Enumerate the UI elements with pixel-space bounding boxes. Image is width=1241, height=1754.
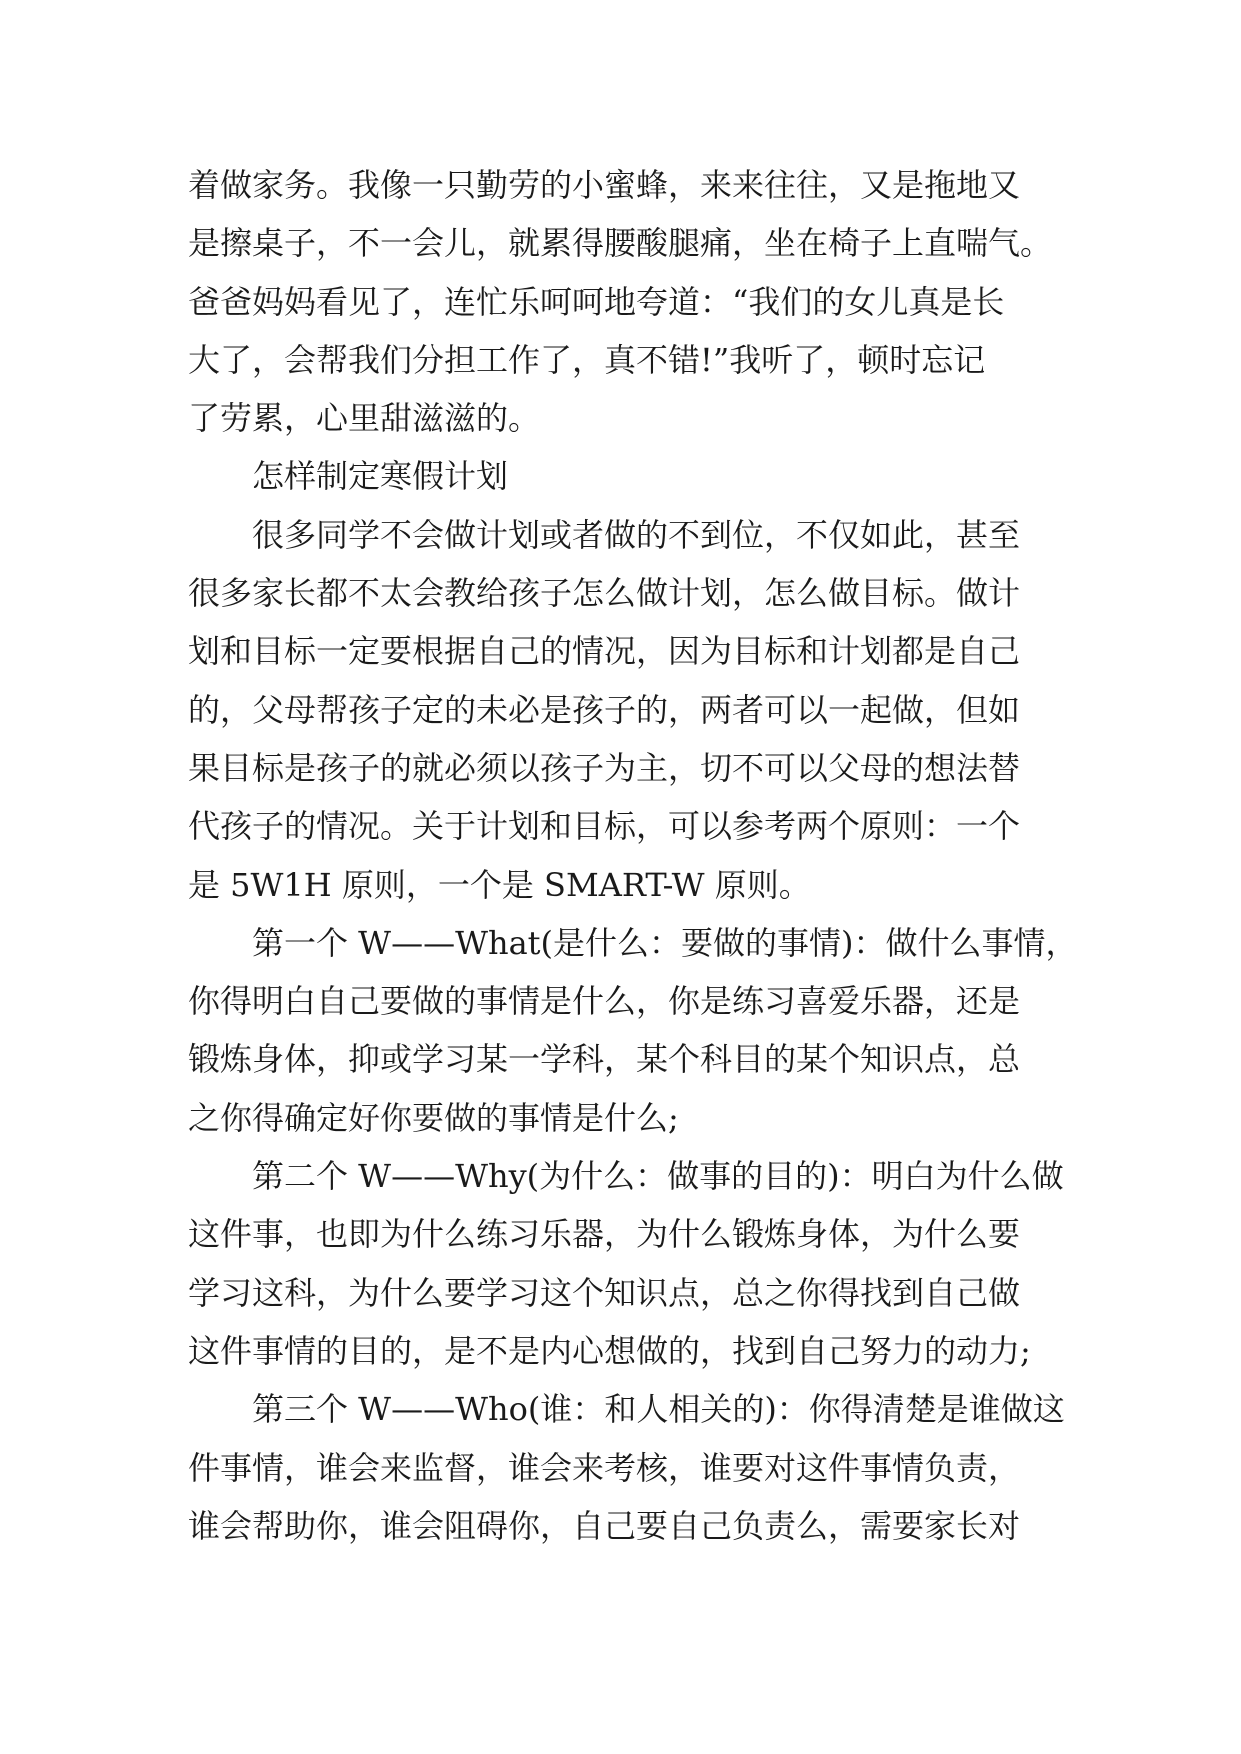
text-line: 谁会帮助你，谁会阻碍你，自己要自己负责么，需要家长对: [188, 1506, 1021, 1545]
text-line: 的，父母帮孩子定的未必是孩子的，两者可以一起做，但如: [188, 690, 1021, 729]
document-body: [188, 156, 1078, 1555]
text-line: 很多家长都不太会教给孩子怎么做计划，怎么做目标。做计: [188, 574, 1021, 613]
text-line: 第二个 W——Why(为什么：做事的目的)：明白为什么做: [188, 1157, 1064, 1196]
text-line: 你得明白自己要做的事情是什么，你是练习喜爱乐器，还是: [188, 982, 1021, 1021]
text-line: 大了，会帮我们分担工作了，真不错!”我听了，顿时忘记: [188, 340, 986, 379]
text-line: 是 5W1H 原则，一个是 SMART-W 原则。: [188, 865, 811, 904]
text-line: 划和目标一定要根据自己的情况，因为目标和计划都是自己: [188, 632, 1021, 671]
text-line: 着做家务。我像一只勤劳的小蜜蜂，来来往往，又是拖地又: [188, 166, 1021, 204]
text-line: 之你得确定好你要做的事情是什么;: [188, 1098, 679, 1137]
text-line: 果目标是孩子的就必须以孩子为主，切不可以父母的想法替: [188, 748, 1021, 787]
text-line: 爸爸妈妈看见了，连忙乐呵呵地夸道：“我们的女儿真是长: [188, 282, 1005, 321]
text-line: 件事情，谁会来监督，谁会来考核，谁要对这件事情负责，: [188, 1448, 1021, 1487]
text-line: 很多同学不会做计划或者做的不到位，不仅如此，甚至: [188, 515, 1021, 554]
text-line: 这件事情的目的，是不是内心想做的，找到自己努力的动力;: [188, 1331, 1031, 1370]
text-line: 锻炼身体，抑或学习某一学科，某个科目的某个知识点，总: [188, 1040, 1021, 1079]
text-line: 了劳累，心里甜滋滋的。: [188, 399, 541, 438]
text-line: 是擦桌子，不一会儿，就累得腰酸腿痛，坐在椅子上直喘气。: [188, 224, 1053, 263]
text-line: 这件事，也即为什么练习乐器，为什么锻炼身体，为什么要: [188, 1215, 1021, 1254]
text-line: 代孩子的情况。关于计划和目标，可以参考两个原则：一个: [188, 807, 1021, 846]
text-line: 第一个 W——What(是什么：要做的事情)：做什么事情，: [188, 923, 1078, 962]
text-line: 学习这科，为什么要学习这个知识点，总之你得找到自己做: [188, 1273, 1021, 1312]
text-line: 第三个 W——Who(谁：和人相关的)：你得清楚是谁做这: [188, 1390, 1065, 1429]
section-heading: 怎样制定寒假计划: [188, 457, 509, 496]
